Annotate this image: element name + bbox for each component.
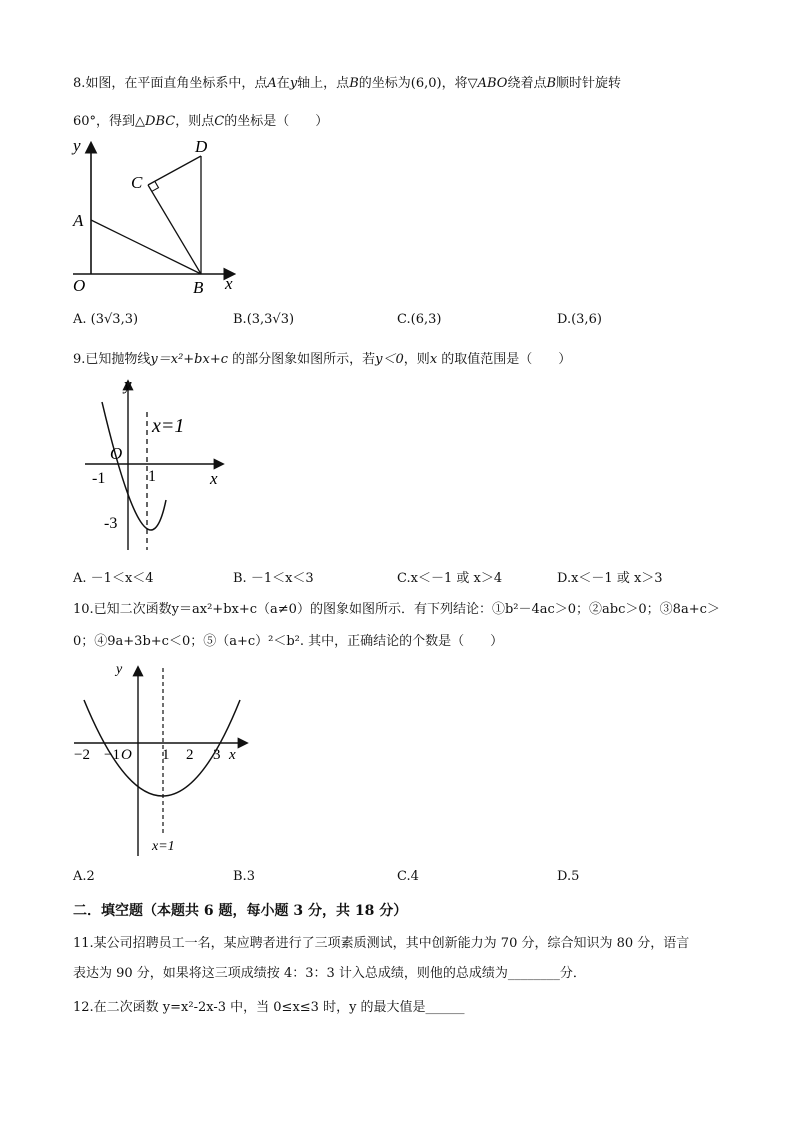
q11-stem-line2: 表达为 90 分，如果将这三项成绩按 4：3：3 计入总成绩，则他的总成绩为________分． (73, 966, 586, 981)
q9-fig-label-x: x (210, 469, 218, 488)
option-label: D. (557, 312, 572, 327)
q8-text: 轴上，点 (297, 76, 350, 91)
q8-text: 的坐标为 (358, 76, 411, 91)
q9-stem (73, 348, 571, 367)
q8-point-b: B (349, 76, 359, 91)
q9-fig-label-y: y (124, 375, 132, 394)
q11-stem-line1: 11.某公司招聘员工一名，某应聘者进行了三项素质测试，其中创新能力为 70 分，综合知识为 80 分，语言 (73, 936, 690, 951)
q8-fig-label-a: A (73, 211, 84, 230)
q10-stem-line2: 0；④9a+3b+c＜0；⑤（a+c）²＜b². 其中，正确结论的个数是（ ） (73, 634, 504, 649)
option-value: 5 (571, 869, 580, 884)
q8-axis-y: y (289, 76, 298, 91)
q9-text: 9.已知抛物线 (73, 352, 151, 367)
q9-fig-label-symmetry: x=1 (152, 415, 185, 437)
q8-stem-line2 (73, 110, 328, 129)
q9-option-c[interactable] (397, 567, 502, 586)
option-label: A. (73, 869, 87, 884)
q8-stem-line1 (73, 72, 621, 91)
option-value: (6,3) (410, 312, 442, 327)
option-value: 4 (410, 869, 419, 884)
q8-fig-label-x: x (225, 274, 233, 293)
q9-var-x: x (429, 352, 438, 367)
q8-fig-label-d: D (195, 137, 208, 156)
q8-option-b[interactable] (233, 312, 294, 327)
q8-fig-label-b: B (193, 278, 204, 297)
q10-fig-label-x: x (229, 747, 236, 763)
q9-text: 的部分图象如图所示，若 (232, 352, 376, 367)
q9-fig-label-neg1: -1 (92, 470, 106, 487)
q8-option-a[interactable] (73, 312, 138, 327)
q9-text: 的取值范围是（ ） (441, 352, 572, 367)
option-value: 2 (86, 869, 95, 884)
q8-text: 8.如图，在平面直角坐标系中，点 (73, 76, 268, 91)
q10-fig-label-symmetry: x=1 (152, 839, 175, 854)
option-value: (3,3√3) (246, 312, 295, 327)
q9-option-b[interactable] (233, 567, 314, 586)
q10-fig-label-y: y (116, 662, 123, 677)
q8-segment-cd (148, 156, 201, 185)
option-value: (3√3,3) (90, 312, 139, 327)
q8-point-c: C (214, 114, 225, 129)
q10-option-d[interactable] (557, 869, 579, 884)
option-label: B. (233, 869, 247, 884)
q10-fig-label-2: 2 (186, 747, 194, 763)
q8-option-d[interactable] (557, 312, 602, 327)
q8-option-c[interactable] (397, 312, 441, 327)
q8-text: 在 (276, 76, 290, 91)
q8-text: ，则点 (175, 114, 215, 129)
option-label: A. (73, 571, 87, 586)
q8-point-a: A (267, 76, 277, 91)
q10-fig-label-3: 3 (213, 747, 221, 763)
option-label: D. (557, 571, 572, 586)
q9-formula: y＝x²+bx+c (150, 352, 229, 367)
q8-text: 顺时针旋转 (556, 76, 622, 91)
q8-text: 绕着点 (507, 76, 547, 91)
option-value: －1＜x＜3 (250, 571, 314, 586)
option-label: B. (233, 571, 247, 586)
option-label: C. (397, 312, 411, 327)
q8-text: ，将▽ (441, 76, 478, 91)
option-value: 3 (246, 869, 255, 884)
section-title: 二．填空题（本题共 6 题，每小题 3 分，共 18 分） (73, 903, 408, 919)
q8-fig-label-c: C (131, 173, 143, 192)
q8-fig-label-o: O (73, 276, 86, 295)
q9-fig-label-neg3: -3 (104, 515, 118, 532)
option-value: －1＜x＜4 (90, 571, 154, 586)
q10-fig-label-neg2: −2 (74, 747, 90, 763)
option-value: x＜－1 或 x＞3 (571, 571, 663, 586)
q9-figure (80, 372, 235, 557)
q10-option-a[interactable] (73, 869, 95, 884)
q9-condition: y＜0 (375, 352, 404, 367)
q8-triangle-abo: ABO (477, 76, 508, 91)
q9-text: ，则 (403, 352, 430, 367)
q8-fig-label-y: y (73, 136, 81, 155)
q10-fig-label-1: 1 (162, 747, 170, 763)
option-label: C. (397, 869, 411, 884)
option-label: A. (73, 312, 87, 327)
q9-option-d[interactable] (557, 567, 663, 586)
q10-option-c[interactable] (397, 869, 419, 884)
q10-fig-label-o: O (121, 747, 132, 763)
option-label: B. (233, 312, 247, 327)
q8-figure (65, 134, 250, 299)
q10-option-b[interactable] (233, 869, 255, 884)
option-value: x＜－1 或 x＞4 (410, 571, 503, 586)
q8-text: 的坐标是（ ） (224, 114, 329, 129)
q8-triangle-dbc: DBC (145, 114, 176, 129)
q8-text: 60°，得到△ (73, 114, 146, 129)
option-value: (3,6) (571, 312, 602, 327)
option-label: C. (397, 571, 411, 586)
q10-figure (68, 656, 253, 856)
q9-fig-label-o: O (110, 444, 123, 463)
q9-option-a[interactable] (73, 567, 154, 586)
option-label: D. (557, 869, 572, 884)
q8-coord-b: (6,0) (410, 76, 442, 91)
q9-fig-label-1: 1 (148, 468, 156, 485)
q8-point-b: B (546, 76, 557, 91)
q12-stem: 12.在二次函数 y=x²-2x-3 中，当 0≤x≤3 时，y 的最大值是______ (73, 1000, 465, 1015)
q10-stem-line1: 10.已知二次函数y＝ax²+bx+c（a≠0）的图象如图所示．有下列结论：①b²－4ac＞0；②abc＞0；③8a+c＞ (73, 602, 720, 617)
q10-fig-label-neg1: −1 (104, 747, 120, 763)
